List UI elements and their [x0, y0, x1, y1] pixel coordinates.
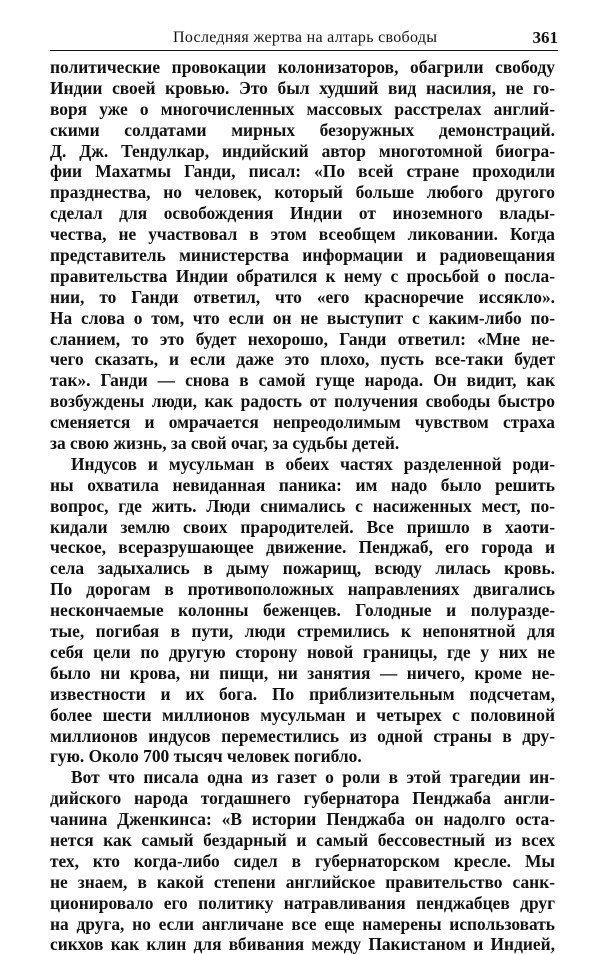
text-line: за свою жизнь, за свой очаг, за судьбы детей. — [50, 433, 400, 454]
text-line: По дорогам в противоположных направлениях двигались — [50, 579, 555, 600]
text-line: дийского народа тогдашнего губернатора Пенджаба англи- — [50, 788, 555, 809]
text-line: возбуждены люди, как радость от получения свободы быстро — [50, 391, 555, 412]
text-line: нескончаемые колонны беженцев. Голодные и полуразде- — [50, 600, 555, 621]
text-line: Индусов и мусульман в обеих частях разделенной роди- — [71, 453, 555, 474]
text-line: так». Ганди — снова в самой гуще народа. Он видит, как — [50, 370, 555, 391]
text-line: миллионов индусов переместились из одной страны в дру- — [50, 725, 555, 746]
text-line: гую. Около 700 тысяч человек погибло. — [50, 746, 362, 767]
text-line: сланием, то это будет нехорошо, Ганди ответил: «Мне не- — [50, 328, 555, 349]
text-line: села задыхались в дыму пожарищ, всюду лилась кровь. — [50, 558, 555, 579]
text-line: Индии своей кровью. Это был худший вид насилия, не го- — [50, 77, 555, 98]
text-line: нется как самый бездарный и самый бессовестный из всех — [50, 829, 555, 850]
text-line: было ни крова, ни пищи, ни занятия — ничего, кроме не- — [50, 662, 555, 683]
text-line: На слова о том, что если он не выступит с каким-либо по- — [50, 307, 555, 328]
text-line: чества, не участвовал в этом всеобщем ликовании. Когда — [50, 224, 555, 245]
text-line: более шести миллионов мусульман и четырех с половиной — [50, 704, 555, 725]
text-line: фии Махатмы Ганди, писал: «По всей стране проходили — [50, 161, 555, 182]
text-line: скими солдатами мирных безоружных демонстраций. — [50, 119, 555, 140]
text-line: ционировало его политику натравливания пенджабцев друг — [50, 892, 555, 913]
text-line: представитель министерства информации и радиовещания — [50, 245, 555, 266]
page-header — [50, 27, 558, 53]
text-line: воря уже о многочисленных массовых расстрелах англий- — [50, 98, 555, 119]
text-line: сикхов как клин для вбивания между Пакистаном и Индией, — [50, 934, 555, 955]
header-rule — [50, 50, 558, 51]
text-line: сделал для освобождения Индии от иноземного влады- — [50, 203, 555, 224]
text-line: Д. Дж. Тендулкар, индийский автор многотомной биогра- — [50, 140, 555, 161]
text-line: чанина Дженкинса: «В истории Пенджаба он надолго оста- — [50, 809, 555, 830]
text-line: не знаем, в какой степени английское правительство санк- — [50, 871, 555, 892]
text-line: политические провокации колонизаторов, обагрили свободу — [50, 57, 555, 77]
text-line: сменяется и омрачается непреодолимым чувством страха — [50, 412, 555, 433]
text-line: правительства Индии обратился к нему с просьбой о посла- — [50, 265, 555, 286]
text-line: известности и их бога. По приблизительным подсчетам, — [50, 683, 555, 704]
text-line: чего сказать, и если даже это плохо, пусть все-таки будет — [50, 349, 555, 370]
text-line: нии, то Ганди ответил, что «его красноречие иссякло». — [50, 286, 555, 307]
text-line: празднества, но человек, который больше любого другого — [50, 182, 555, 203]
body-text — [50, 57, 555, 955]
text-line: на друга, но если англичане все еще намерены использовать — [50, 913, 555, 934]
text-line: себя цели по другую сторону новой границы, где у них не — [50, 641, 555, 662]
text-line: вопрос, где жить. Люди снимались с насиженных мест, по- — [50, 495, 555, 516]
text-line: ны охватила невиданная паника: им надо было решить — [50, 474, 555, 495]
page-number: 361 — [532, 28, 558, 47]
text-line: тые, погибая в пути, люди стремились к непонятной для — [50, 621, 555, 642]
running-title: Последняя жертва на алтарь свободы — [173, 29, 438, 46]
text-line: ческое, всеразрушающее движение. Пенджаб, его города и — [50, 537, 555, 558]
text-line: Вот что писала одна из газет о роли в этой трагедии ин- — [71, 767, 555, 788]
text-line: тех, кто когда-либо сидел в губернаторском кресле. Мы — [50, 850, 555, 871]
text-line: кидали землю своих прародителей. Все пришло в хаоти- — [50, 516, 555, 537]
